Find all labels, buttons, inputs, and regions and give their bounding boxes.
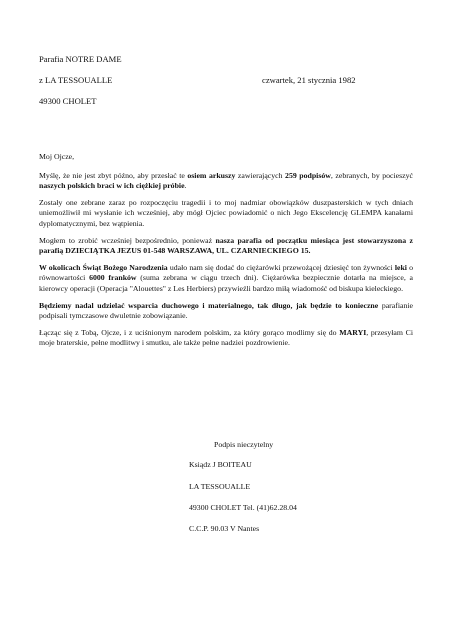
paragraph-2: Zostały one zebrane zaraz po rozpoczęciu tragedii i to moj nadmiar obowiązków duszpasterskich w tych dniach uniemożliwił mi wysłanie ich wcześniej, aby mógł Ojciec powiadomić o nich Jego Ekscelencję GLEMPA kanałami dyplomatycznymi, bez wątpienia. — [39, 197, 413, 228]
greeting: Moj Ojcze, — [39, 152, 75, 161]
signature-note: Podpis nieczytelny — [214, 440, 274, 449]
bold-text: Będziemy nadal udzielać wsparcia duchowego i materialnego, tak długo, jak będzie to konieczne — [39, 300, 379, 310]
text: parafianie podpisali tymczasowe dwuletnie zobowiązanie. — [39, 300, 413, 321]
letter-body — [39, 152, 413, 355]
paragraph-1 — [39, 171, 413, 192]
bold-text: W okolicach Świąt Bożego Narodzenia — [39, 262, 168, 272]
text: Myślę, że nie jest zbyt późno, aby przesłać te — [39, 170, 188, 180]
signatory-address-phone: 49300 CHOLET Tel. (41)62.28.04 — [189, 503, 297, 512]
bold-text: 6000 franków — [89, 273, 137, 283]
signatory-name: Ksiądz J BOITEAU — [189, 460, 252, 469]
text: , przesyłam Ci moje braterskie, pełne modlitwy i smutku, ale także pełne nadziei pozdrowienie. — [39, 327, 413, 348]
text: . — [184, 181, 187, 191]
bold-text: osiem arkuszy — [187, 170, 236, 180]
bold-text: nasza parafia od początku miesiąca jest stowarzyszona z parafią DZIECIĄTKA JEZUS 01-548 WARSZAWA, UL. CZARNIECKIEGO 15. — [39, 235, 413, 256]
text: udało nam się dodać do ciężarówki przewożącej dziesięć ton żywności — [167, 262, 395, 272]
parish-name: Parafia NOTRE DAME — [39, 54, 122, 64]
paragraph-4 — [39, 263, 413, 295]
paragraph-6 — [39, 328, 413, 349]
bold-text: 259 podpisów — [285, 170, 331, 180]
signatory-place: LA TESSOUALLE — [189, 482, 251, 491]
paragraph-3 — [39, 236, 413, 257]
paragraph-5 — [39, 301, 413, 322]
text: zawierających — [235, 170, 286, 180]
bold-text: MARYI — [339, 327, 367, 337]
text: Łącząc się z Tobą, Ojcze, i z uciśnionym narodem polskim, za który gorąco modlimy się do — [39, 327, 340, 337]
bold-text: naszych polskich braci w ich ciężkiej próbie — [39, 181, 185, 191]
text: Mogłem to zrobić wcześniej bezpośrednio, ponieważ — [39, 235, 216, 245]
text: , zebranych, by pocieszyć — [330, 170, 413, 180]
letter-date: czwartek, 21 stycznia 1982 — [262, 75, 356, 85]
parish-address: z LA TESSOUALLE — [39, 75, 113, 85]
parish-postcode-city: 49300 CHOLET — [39, 96, 97, 106]
signatory-ccp: C.C.P. 90.03 V Nantes — [189, 524, 260, 533]
text: o równowartości — [39, 262, 413, 283]
text: (suma zebrana w ciągu trzech dni). Ciężarówka bezpiecznie dotarła na miejsce, a kierowcy operacji (Operacja "Alouettes" z Les Herbiers) przywieźli bardzo miłą wiadomość od biskupa kieleckiego. — [39, 273, 413, 293]
bold-text: leki — [394, 262, 407, 272]
